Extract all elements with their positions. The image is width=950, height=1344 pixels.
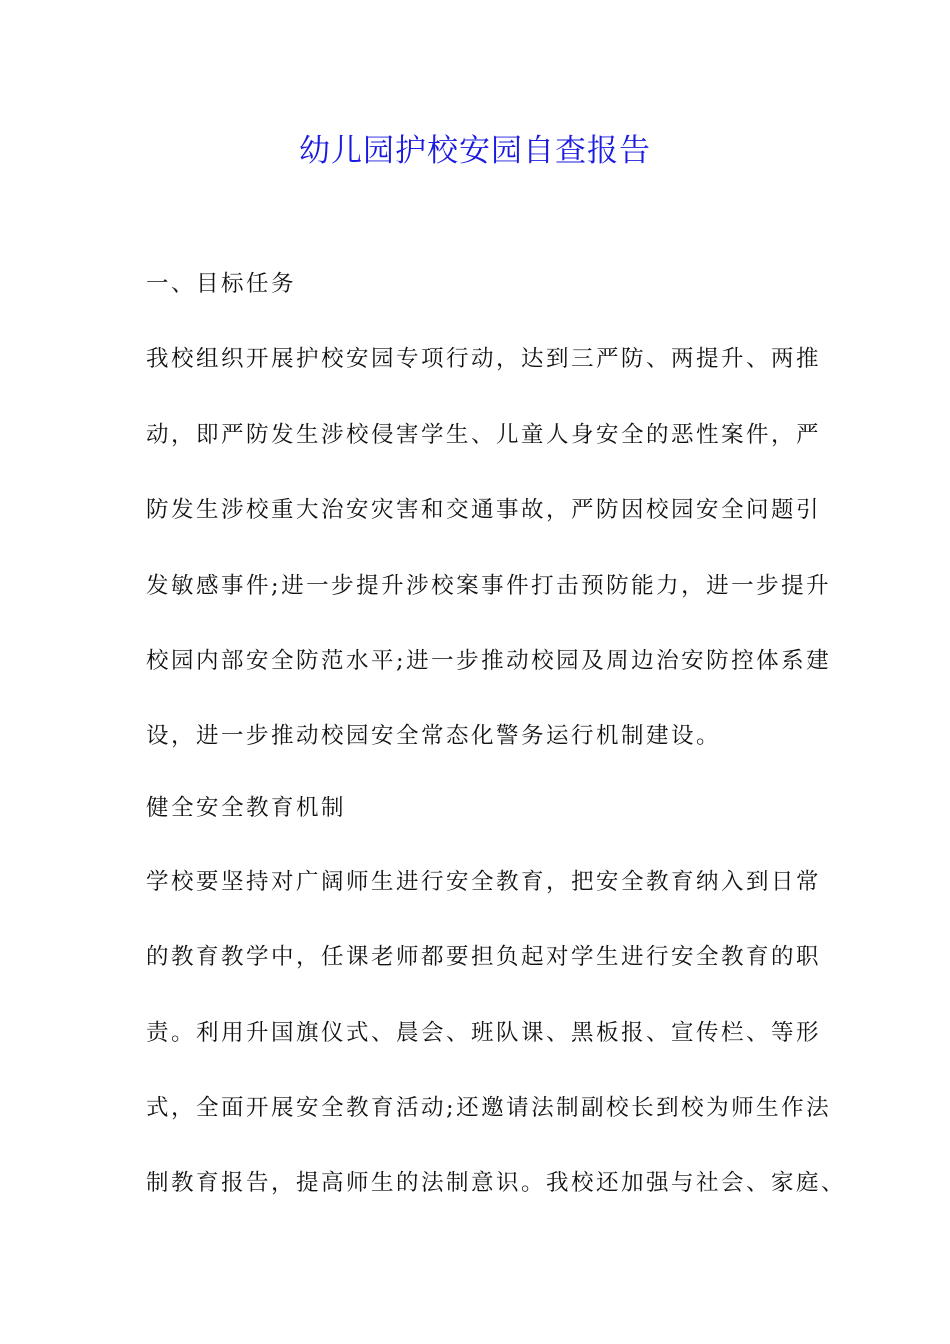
document-title: 幼儿园护校安园自查报告 (299, 133, 651, 169)
paragraph-line: 发敏感事件;进一步提升涉校案事件打击预防能力，进一步提升 (146, 573, 832, 599)
paragraph-line: 校园内部安全防范水平;进一步推动校园及周边治安防控体系建 (146, 648, 832, 674)
paragraph-line: 学校要坚持对广阔师生进行安全教育，把安全教育纳入到日常 (146, 869, 822, 895)
paragraph-line: 动，即严防发生涉校侵害学生、儿童人身安全的恶性案件，严 (146, 422, 822, 448)
section-heading-goals: 一、目标任务 (146, 271, 297, 297)
paragraph-line: 防发生涉校重大治安灾害和交通事故，严防因校园安全问题引 (146, 497, 822, 523)
paragraph-line: 设，进一步推动校园安全常态化警务运行机制建设。 (146, 723, 722, 749)
paragraph-line: 制教育报告，提高师生的法制意识。我校还加强与社会、家庭、 (146, 1170, 847, 1196)
paragraph-line: 式，全面开展安全教育活动;还邀请法制副校长到校为师生作法 (146, 1095, 832, 1121)
paragraph-line: 责。利用升国旗仪式、晨会、班队课、黑板报、宣传栏、等形 (146, 1020, 822, 1046)
paragraph-line: 我校组织开展护校安园专项行动，达到三严防、两提升、两推 (146, 346, 822, 372)
paragraph-line: 的教育教学中，任课老师都要担负起对学生进行安全教育的职 (146, 944, 822, 970)
section-heading-education: 健全安全教育机制 (146, 795, 347, 821)
